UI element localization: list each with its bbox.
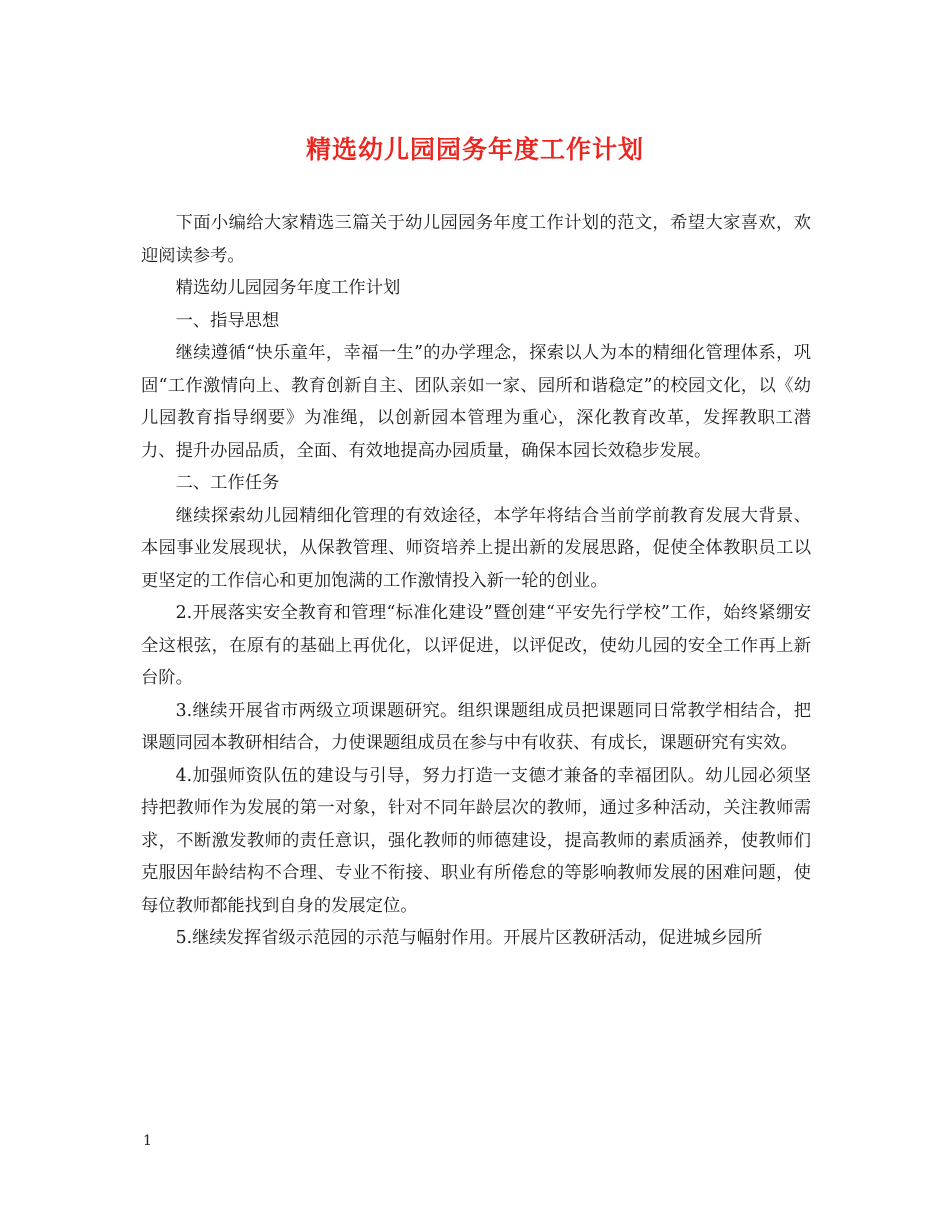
paragraph-task-3: 3.继续开展省市两级立项课题研究。组织课题组成员把课题同日常教学相结合，把课题同园本教研相结合，力使课题组成员在参与中有收获、有成长，课题研究有实效。 <box>141 700 811 753</box>
section-heading-work-tasks: 二、工作任务 <box>175 473 280 493</box>
page-number: 1 <box>143 1133 152 1149</box>
paragraph-subtitle: 精选幼儿园园务年度工作计划 <box>175 278 401 298</box>
section-heading-guiding-ideology: 一、指导思想 <box>175 310 280 331</box>
document-title: 精选幼儿园园务年度工作计划 <box>305 135 644 164</box>
paragraph-task-4: 4.加强师资队伍的建设与引导，努力打造一支德才兼备的幸福团队。幼儿园必须坚持把教师作为发展的第一对象，针对不同年龄层次的教师，通过多种活动，关注教师需求，不断激发教师的责任意识，强化教师的师德建设，提高教师的素质涵养，使教师们克服因年龄结构不合理、专业不衔接、职业有所倦怠的等影响教师发展的困难问题，使每位教师都能找到自身的发展定位。 <box>141 765 811 916</box>
paragraph-task-2: 2.开展落实安全教育和管理“标准化建设”暨创建“平安先行学校”工作，始终紧绷安全这根弦，在原有的基础上再优化，以评促进，以评促改，使幼儿园的安全工作再上新台阶。 <box>141 603 811 688</box>
paragraph-intro: 下面小编给大家精选三篇关于幼儿园园务年度工作计划的范文，希望大家喜欢，欢迎阅读参考。 <box>141 213 811 266</box>
paragraph-guiding-ideology: 继续遵循“快乐童年，幸福一生”的办学理念，探索以人为本的精细化管理体系，巩固“工作激情向上、教育创新自主、团队亲如一家、园所和谐稳定”的校园文化，以《幼儿园教育指导纲要》为准绳，以创新园本管理为重心，深化教育改革，发挥教职工潜力、提升办园品质，全面、有效地提高办园质量，确保本园长效稳步发展。 <box>141 343 811 461</box>
paragraph-task-5: 5.继续发挥省级示范园的示范与幅射作用。开展片区教研活动，促进城乡园所 <box>175 928 763 948</box>
paragraph-task-1: 继续探索幼儿园精细化管理的有效途径，本学年将结合当前学前教育发展大背景、本园事业发展现状，从保教管理、师资培养上提出新的发展思路，促使全体教职员工以更坚定的工作信心和更加饱满的工作激情投入新一轮的创业。 <box>141 505 811 591</box>
document-body <box>141 207 811 955</box>
